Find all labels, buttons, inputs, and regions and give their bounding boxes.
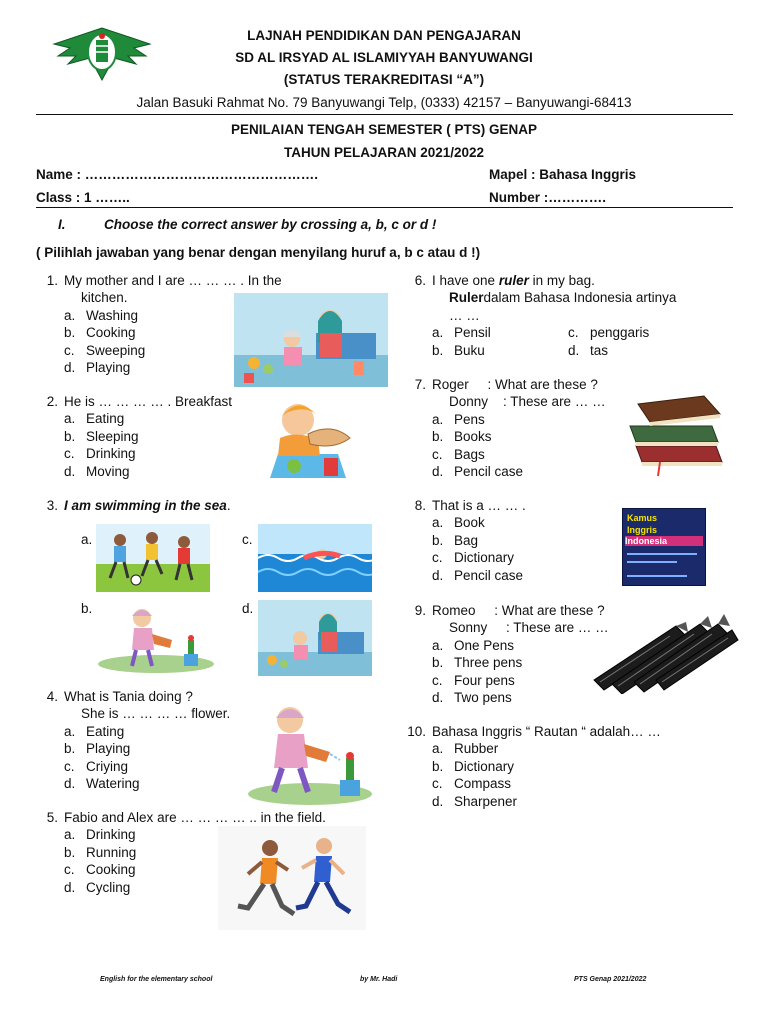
stack-of-books-illustration: [620, 386, 738, 478]
question-number: 4.: [46, 689, 58, 704]
question-2: [36, 393, 232, 480]
picture-option-a[interactable]: a.: [81, 532, 93, 547]
option-b[interactable]: b. Sleeping: [64, 428, 139, 444]
question-6: 6. I have one ruler in my bag. Ruler dalam Bahasa Indonesia artinya … … a. Pensil c. penggaris b. Buku d. tas: [404, 272, 682, 359]
option-a[interactable]: a. Pensil: [432, 325, 491, 341]
dictionary-title-1: Kamus: [627, 513, 658, 523]
option-d[interactable]: d. Playing: [64, 360, 131, 376]
header-line-2: SD AL IRSYAD AL ISLAMIYYAH BANYUWANGI: [235, 50, 533, 65]
option-a[interactable]: a. One Pens: [432, 637, 515, 653]
question-text: Donny : These are … …: [449, 394, 606, 410]
footer-left: English for the elementary school: [100, 976, 213, 983]
option-c[interactable]: c. Criying: [64, 758, 129, 774]
boys-running-illustration: [218, 826, 366, 930]
option-d[interactable]: d. Watering: [64, 776, 140, 792]
question-9: [404, 602, 609, 706]
picture-option-c[interactable]: c.: [242, 532, 253, 547]
option-d[interactable]: d. Moving: [64, 463, 130, 479]
option-a[interactable]: a. Eating: [64, 723, 125, 739]
option-b[interactable]: b. Bag: [432, 532, 479, 548]
question-text: I am swimming in the sea: [64, 498, 227, 513]
option-a[interactable]: a. Washing: [64, 307, 139, 323]
subject-field: Mapel : Bahasa Inggris: [489, 167, 637, 182]
question-number: 9.: [414, 603, 426, 618]
question-text: Sonny : These are … …: [449, 620, 609, 636]
question-number: 2.: [46, 394, 58, 409]
question-7: [404, 376, 606, 480]
grandmother-watering-plant-illustration: [96, 604, 218, 674]
question-number: 7.: [414, 377, 426, 392]
option-a[interactable]: a. Drinking: [64, 827, 136, 843]
question-number: 10.: [407, 724, 426, 739]
dictionary-title-3: Indonesia: [625, 536, 703, 546]
option-d[interactable]: d. Cycling: [64, 879, 131, 895]
option-a[interactable]: a. Eating: [64, 411, 125, 427]
question-4: [36, 688, 230, 792]
question-text: kitchen.: [81, 290, 128, 306]
question-number: 6.: [414, 273, 426, 288]
footer-middle: by Mr. Hadi: [360, 976, 398, 983]
option-c[interactable]: c. Cooking: [64, 862, 136, 878]
section-instruction: Choose the correct answer by crossing a, b, c or d !: [104, 217, 437, 232]
dictionary-cover-illustration: [622, 508, 706, 586]
option-c[interactable]: c. penggaris: [568, 325, 650, 341]
number-field: Number :………….: [489, 190, 607, 205]
question-text: Bahasa Inggris “ Rautan “ adalah… …: [432, 724, 661, 739]
dictionary-title-2: Inggris: [627, 525, 658, 535]
option-c[interactable]: c. Bags: [432, 446, 485, 462]
grandmother-watering-plant-illustration-large: [244, 700, 374, 806]
picture-option-b[interactable]: b.: [81, 601, 93, 616]
question-text: Romeo : What are these ?: [432, 603, 605, 618]
header-address: Jalan Basuki Rahmat No. 79 Banyuwangi Telp, (0333) 42157 – Banyuwangi-68413: [136, 95, 632, 110]
option-a[interactable]: a. Rubber: [432, 741, 499, 757]
name-field: Name : …………………………………………….: [36, 167, 319, 182]
footer-right: PTS Genap 2021/2022: [574, 976, 647, 983]
option-d[interactable]: d. Two pens: [432, 690, 512, 706]
header-line-3: (STATUS TERAKREDITASI “A”): [283, 72, 485, 87]
question-number: 8.: [414, 498, 426, 513]
option-b[interactable]: b. Three pens: [432, 655, 523, 671]
question-text: My mother and I are … … … . In the: [64, 273, 282, 288]
option-c[interactable]: c. Sweeping: [64, 342, 146, 358]
question-text: I have one ruler in my bag.: [432, 273, 595, 288]
option-b[interactable]: b. Cooking: [64, 325, 136, 341]
question-8: [404, 497, 526, 584]
option-b[interactable]: b. Books: [432, 429, 492, 445]
question-text: What is Tania doing ?: [64, 689, 193, 704]
picture-option-d[interactable]: d.: [242, 601, 254, 616]
question-text: Fabio and Alex are … … … … .. in the field.: [64, 810, 326, 825]
kitchen-cooking-illustration: [234, 293, 388, 387]
question-text: He is … … … … . Breakfast: [64, 394, 233, 409]
option-c[interactable]: c. Drinking: [64, 446, 136, 462]
option-b[interactable]: b. Dictionary: [432, 758, 515, 774]
section-numeral: I.: [58, 217, 66, 232]
question-text: That is a … … .: [432, 498, 526, 513]
header-rule: [36, 114, 733, 115]
child-swimming-illustration: [258, 524, 372, 592]
exam-year: TAHUN PELAJARAN 2021/2022: [283, 145, 485, 160]
question-text: She is … … … … flower.: [81, 706, 231, 722]
question-3: 3. I am swimming in the sea .: [36, 497, 231, 514]
option-b[interactable]: b. Running: [64, 844, 137, 860]
option-c[interactable]: c. Dictionary: [432, 550, 515, 566]
question-number: 3.: [46, 498, 58, 513]
option-a[interactable]: a. Pens: [432, 411, 485, 427]
exam-title: PENILAIAN TENGAH SEMESTER ( PTS) GENAP: [230, 122, 538, 137]
option-b[interactable]: b. Buku: [432, 342, 485, 358]
option-c[interactable]: c. Compass: [432, 776, 512, 792]
class-field: Class : 1 ……..: [36, 190, 130, 205]
kitchen-cooking-illustration-small: [258, 600, 372, 676]
four-pens-illustration: [590, 602, 740, 694]
children-playing-football-illustration: [96, 524, 210, 592]
question-number: 1.: [46, 273, 58, 288]
option-d[interactable]: d. Sharpener: [432, 793, 518, 809]
question-10: [404, 723, 661, 810]
question-number: 5.: [46, 810, 58, 825]
fields-rule: [36, 207, 733, 208]
question-text: Roger : What are these ?: [432, 377, 598, 392]
boy-eating-illustration: [258, 394, 356, 484]
header-line-1: LAJNAH PENDIDIKAN DAN PENGAJARAN: [247, 28, 521, 43]
option-c[interactable]: c. Four pens: [432, 672, 515, 688]
option-a[interactable]: a. Book: [432, 515, 485, 531]
option-d[interactable]: d. Pencil case: [432, 567, 524, 583]
option-b[interactable]: b. Playing: [64, 741, 131, 757]
option-d[interactable]: d. Pencil case: [432, 464, 524, 480]
section-translation: ( Pilihlah jawaban yang benar dengan menyilang huruf a, b c atau d !): [36, 245, 481, 260]
option-d[interactable]: d. tas: [568, 342, 609, 358]
